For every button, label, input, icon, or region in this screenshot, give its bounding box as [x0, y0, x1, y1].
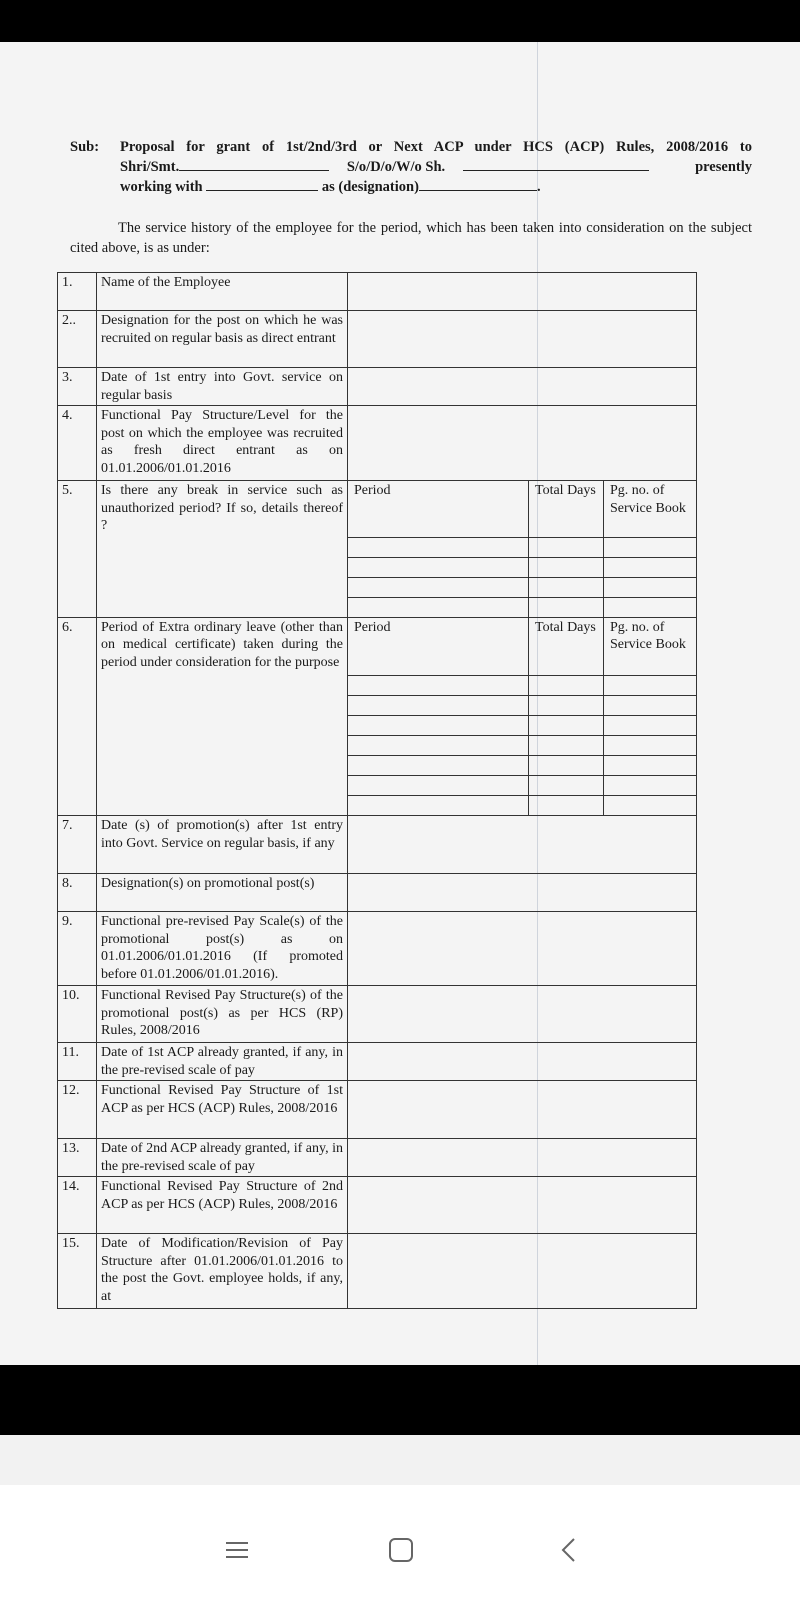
row-number: 3. [58, 368, 97, 406]
period-entry-row[interactable] [348, 736, 696, 756]
period-entry-row[interactable] [348, 577, 696, 597]
row-number: 15. [58, 1234, 97, 1309]
table-row [58, 368, 697, 406]
menu-icon[interactable] [222, 1535, 252, 1565]
row-value-field[interactable] [348, 1234, 697, 1309]
period-entry-row[interactable] [348, 597, 696, 617]
row-value-field[interactable] [348, 406, 697, 481]
row-description: Designation for the post on which he was recruited on regular basis as direct entrant [97, 311, 348, 368]
period-header: Period [348, 481, 529, 537]
period-entry-row[interactable] [348, 796, 696, 816]
period-header: Period [348, 618, 529, 676]
subject-label: Sub: [70, 139, 100, 155]
shri-smt-label: Shri/Smt. [120, 159, 180, 175]
row-number: 1. [58, 273, 97, 311]
row-value-field[interactable] [348, 874, 697, 912]
row-value-field[interactable] [348, 1043, 697, 1081]
table-row [58, 406, 697, 481]
row-value-field[interactable] [348, 1177, 697, 1234]
table-row [58, 1043, 697, 1081]
row-value-field[interactable] [348, 617, 697, 816]
row-number: 8. [58, 874, 97, 912]
period-entry-row[interactable] [348, 716, 696, 736]
total-days-header: Total Days [529, 618, 604, 676]
home-icon[interactable] [386, 1535, 416, 1565]
working-with-label: working with [120, 179, 203, 195]
row-description: Period of Extra ordinary leave (other than on medical certificate) taken during the period under consideration for the purpose [97, 617, 348, 816]
row-value-field[interactable] [348, 912, 697, 986]
intro-paragraph: The service history of the employee for the period, which has been taken into consideration on the subject cited above, is as under: [70, 220, 752, 256]
row-number: 13. [58, 1139, 97, 1177]
row-description: Functional Pay Structure/Level for the post on which the employee was recruited as fresh direct entrant as on 01.01.2006/01.01.2016 [97, 406, 348, 481]
row-value-field[interactable] [348, 1139, 697, 1177]
row-value-field[interactable] [348, 481, 697, 618]
row-number: 6. [58, 617, 97, 816]
table-row [58, 1177, 697, 1234]
presently-label: presently [695, 159, 752, 175]
row-number: 4. [58, 406, 97, 481]
row-number: 11. [58, 1043, 97, 1081]
row-description: Name of the Employee [97, 273, 348, 311]
table-row [58, 986, 697, 1043]
row-description: Date (s) of promotion(s) after 1st entry into Govt. Service on regular basis, if any [97, 816, 348, 874]
row-number: 12. [58, 1081, 97, 1139]
table-row [58, 273, 697, 311]
service-history-table [57, 272, 697, 1309]
next-page-preview [0, 1435, 800, 1485]
row-value-field[interactable] [348, 273, 697, 311]
table-row [58, 912, 697, 986]
row-description: Functional Revised Pay Structure of 1st ACP as per HCS (ACP) Rules, 2008/2016 [97, 1081, 348, 1139]
row-number: 10. [58, 986, 97, 1043]
row-description: Is there any break in service such as unauthorized period? If so, details thereof ? [97, 481, 348, 618]
table-row [58, 1081, 697, 1139]
row-value-field[interactable] [348, 368, 697, 406]
period-subtable [348, 618, 696, 816]
row-description: Date of 1st ACP already granted, if any, in the pre-revised scale of pay [97, 1043, 348, 1081]
period-entry-row[interactable] [348, 776, 696, 796]
back-icon[interactable] [555, 1535, 585, 1565]
row-number: 9. [58, 912, 97, 986]
row-number: 2.. [58, 311, 97, 368]
period-entry-row[interactable] [348, 756, 696, 776]
page-no-header: Pg. no. of Service Book [604, 618, 697, 676]
table-row [58, 1139, 697, 1177]
table-row [58, 1234, 697, 1309]
row-description: Functional Revised Pay Structure(s) of the promotional post(s) as per HCS (RP) Rules, 2008/2016 [97, 986, 348, 1043]
row-description: Date of Modification/Revision of Pay Structure after 01.01.2006/01.01.2016 to the post the Govt. employee holds, if any, at [97, 1234, 348, 1309]
period-entry-row[interactable] [348, 537, 696, 557]
screen-divider [0, 1365, 800, 1435]
period-entry-row[interactable] [348, 676, 696, 696]
row-description: Designation(s) on promotional post(s) [97, 874, 348, 912]
period-entry-row[interactable] [348, 696, 696, 716]
row-number: 7. [58, 816, 97, 874]
row-number: 5. [58, 481, 97, 618]
table-row [58, 311, 697, 368]
row-description: Functional Revised Pay Structure of 2nd ACP as per HCS (ACP) Rules, 2008/2016 [97, 1177, 348, 1234]
row-value-field[interactable] [348, 1081, 697, 1139]
row-value-field[interactable] [348, 986, 697, 1043]
row-value-field[interactable] [348, 816, 697, 874]
table-row [58, 617, 697, 816]
table-row [58, 816, 697, 874]
table-row [58, 481, 697, 618]
status-bar [0, 0, 800, 42]
row-value-field[interactable] [348, 311, 697, 368]
period-subtable [348, 481, 696, 617]
table-row [58, 874, 697, 912]
row-number: 14. [58, 1177, 97, 1234]
row-description: Date of 2nd ACP already granted, if any, in the pre-revised scale of pay [97, 1139, 348, 1177]
row-description: Functional pre-revised Pay Scale(s) of the promotional post(s) as on 01.01.2006/01.01.2016 (If promoted before 01.01.2006/01.01.2016). [97, 912, 348, 986]
navigation-bar [0, 1485, 800, 1600]
designation-label: as (designation) [321, 179, 419, 195]
period-entry-row[interactable] [348, 557, 696, 577]
relation-label: S/o/D/o/W/o Sh. [346, 159, 446, 175]
total-days-header: Total Days [529, 481, 604, 537]
page-no-header: Pg. no. of Service Book [604, 481, 697, 537]
row-description: Date of 1st entry into Govt. service on regular basis [97, 368, 348, 406]
subject-line-1: Proposal for grant of 1st/2nd/3rd or Next ACP under HCS (ACP) Rules, 2008/2016 to [120, 139, 752, 155]
